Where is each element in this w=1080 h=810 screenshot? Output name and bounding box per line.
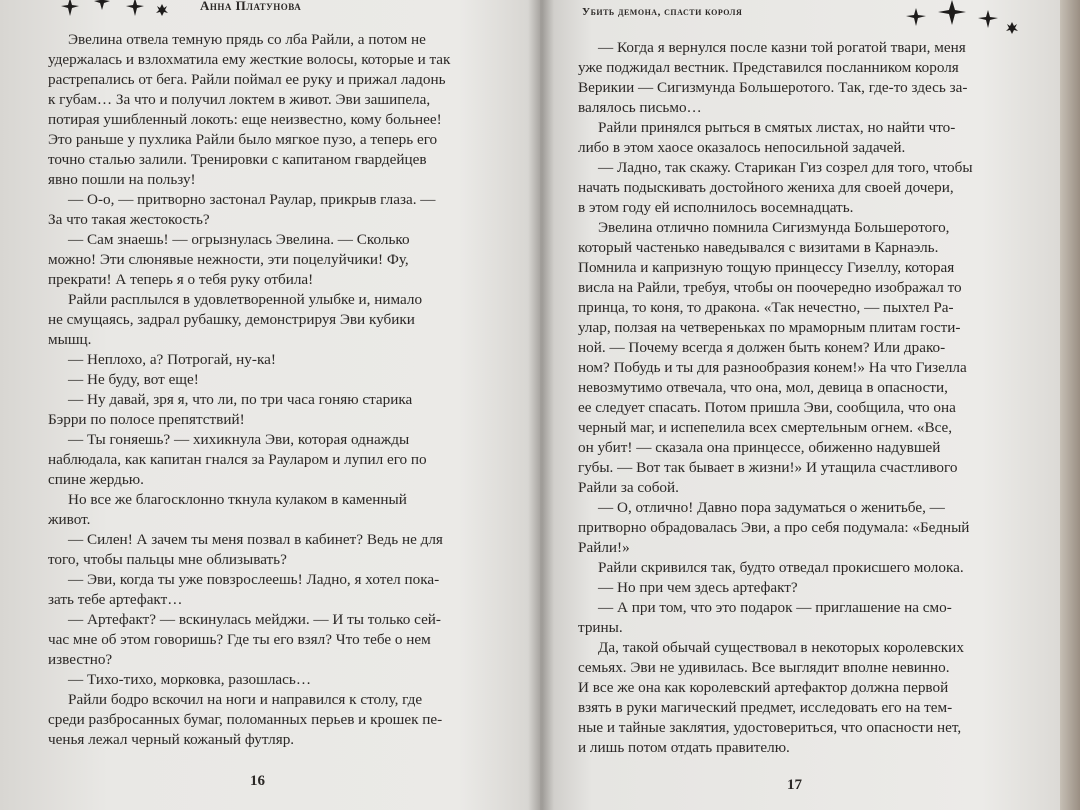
text-line: висла на Райли, требуя, чтобы он поочередно изображал то (578, 279, 962, 296)
text-line: наблюдала, как капитан гнался за Рауларом и лупил его по (48, 451, 427, 468)
text-line: За что такая жестокость? (48, 211, 210, 228)
text-line: — А при том, что это подарок — приглашение на смо- (598, 599, 952, 616)
page-edge (1060, 0, 1080, 810)
text-line: среди разбросанных бумаг, поломанных перьев и крошек пе- (48, 711, 443, 728)
text-line: — Ну давай, зря я, что ли, по три часа гоняю старика (68, 391, 413, 408)
text-line: известно? (48, 651, 113, 668)
text-line: ном? Побудь и ты для разнообразия конем!» На что Гизелла (578, 359, 967, 376)
text-line: час мне об этом говоришь? Где ты его взял? Что тебе о нем (48, 631, 431, 648)
text-line: мышц. (48, 331, 92, 348)
text-line: Это раньше у пухлика Райли было мягкое пузо, а теперь его (48, 131, 438, 148)
text-line: прекрати! А теперь я о тебя руку отбила! (48, 271, 314, 288)
text-line: в этом году ей исполнилось восемнадцать. (578, 199, 854, 216)
text-line: Райли за собой. (578, 479, 679, 496)
text-line: губы. — Вот так бывает в жизни!» И утащила счастливого (578, 459, 958, 476)
star-ornament-icon (900, 0, 1040, 38)
text-line: — Эви, когда ты уже повзрослеешь! Ладно, я хотел пока- (68, 571, 440, 588)
text-line: — Тихо-тихо, морковка, разошлась… (68, 671, 312, 688)
running-header-title: Убить демона, спасти короля (582, 6, 743, 18)
text-line: уже поджидал вестник. Представился посланником короля (578, 59, 959, 76)
text-line: семьях. Эви не удивилась. Все выглядит вполне невинно. (578, 659, 950, 676)
text-line: ее следует спасать. Потом пришла Эви, сообщила, что она (578, 399, 956, 416)
text-line: взять в руки магический предмет, исследовать его на тем- (578, 699, 953, 716)
text-line: спине жердью. (48, 471, 144, 488)
text-line: — Но при чем здесь артефакт? (598, 579, 798, 596)
text-line: потирая ушибленный локоть: еще неизвестно, кому больнее! (48, 111, 442, 128)
text-line: явно пошли на пользу! (48, 171, 196, 188)
text-line: — Сам знаешь! — огрызнулась Эвелина. — Сколько (68, 231, 410, 248)
text-line: И все же она как королевский артефактор должна первой (578, 679, 949, 696)
text-line: черный маг, и испепелила всех смертельным огнем. «Все, (578, 419, 953, 436)
text-line: валялось письмо… (578, 99, 702, 116)
text-line: он убит! — сказала она принцессе, обиженно надувшей (578, 439, 941, 456)
text-line: и лишь потом отдать правителю. (578, 739, 790, 756)
text-line: удержалась и взлохматила ему жесткие волосы, которые и так (48, 51, 451, 68)
text-line: ной. — Почему всегда я должен быть конем? Или драко- (578, 339, 946, 356)
text-line: ные и тайные заклятия, удостовериться, что опасности нет, (578, 719, 962, 736)
left-page-text (48, 30, 486, 750)
text-line: — О, отлично! Давно пора задуматься о женитьбе, — (598, 499, 945, 516)
text-line: не смущаясь, задрал рубашку, демонстрируя Эви кубики (48, 311, 415, 328)
text-line: Эвелина отвела темную прядь со лба Райли, а потом не (68, 31, 426, 48)
text-line: того, чтобы пальцы мне облизывать? (48, 551, 287, 568)
text-line: — Неплохо, а? Потрогай, ну-ка! (68, 351, 276, 368)
text-line: зать тебе артефакт… (48, 591, 183, 608)
text-line: Эвелина отлично помнила Сигизмунда Большеротого, (598, 219, 950, 236)
right-page (540, 0, 1060, 810)
page-number-left: 16 (250, 773, 265, 789)
text-line: трины. (578, 619, 623, 636)
star-ornament-icon (50, 0, 190, 22)
text-line: Помнила и капризную тощую принцессу Гизеллу, которая (578, 259, 955, 276)
text-line: к губам… За что и получил локтем в живот. Эви зашипела, (48, 91, 431, 108)
text-line: — Не буду, вот еще! (68, 371, 199, 388)
text-line: — Когда я вернулся после казни той рогатой твари, меня (598, 39, 966, 56)
text-line: Да, такой обычай существовал в некоторых королевских (598, 639, 964, 656)
text-line: либо в этом хаосе оказалось непосильной задачей. (578, 139, 906, 156)
text-line: — Ладно, так скажу. Старикан Гиз созрел для того, чтобы (598, 159, 973, 176)
text-line: Райли бодро вскочил на ноги и направился к столу, где (68, 691, 423, 708)
text-line: Бэрри по полосе препятствий! (48, 411, 245, 428)
text-line: Райли!» (578, 539, 630, 556)
text-line: — Силен! А зачем ты меня позвал в кабинет? Ведь не для (68, 531, 443, 548)
text-line: Райли расплылся в удовлетворенной улыбке и, нимало (68, 291, 423, 308)
text-line: улар, ползая на четвереньках по мраморным плитам гости- (578, 319, 961, 336)
right-page-text (578, 38, 1016, 758)
text-line: ченья лежал черный кожаный футляр. (48, 731, 295, 748)
text-line: можно! Эти слюнявые нежности, эти поцелуйчики! Фу, (48, 251, 409, 268)
text-line: который частенько наведывался с визитами в Карнаэль. (578, 239, 939, 256)
text-line: Райли принялся рыться в смятых листах, но найти что- (598, 119, 956, 136)
text-line: Верикии — Сигизмунда Большеротого. Так, где-то здесь за- (578, 79, 968, 96)
text-line: растрепались от бега. Райли поймал ее руку и прижал ладонь (48, 71, 446, 88)
text-line: — Ты гоняешь? — хихикнула Эви, которая однажды (68, 431, 410, 448)
text-line: Райли скривился так, будто отведал прокисшего молока. (598, 559, 964, 576)
text-line: точно сталью залили. Тренировки с капитаном гвардейцев (48, 151, 427, 168)
text-line: принца, то коня, то дракона. «Так нечестно, — пыхтел Ра- (578, 299, 954, 316)
text-line: Но все же благосклонно ткнула кулаком в каменный (68, 491, 407, 508)
book-gutter (528, 0, 554, 810)
page-number-right: 17 (787, 777, 802, 793)
text-line: живот. (48, 511, 91, 528)
text-line: притворно обрадовалась Эви, а про себя подумала: «Бедный (578, 519, 970, 536)
text-line: — О-о, — притворно застонал Раулар, прикрыв глаза. — (68, 191, 436, 208)
text-line: начать подыскивать достойного жениха для своей дочери, (578, 179, 954, 196)
text-line: — Артефакт? — вскинулась мейджи. — И ты только сей- (68, 611, 441, 628)
text-line: невозмутимо отвечала, что она, мол, девица в опасности, (578, 379, 948, 396)
running-header-author: Анна Платунова (200, 0, 302, 13)
